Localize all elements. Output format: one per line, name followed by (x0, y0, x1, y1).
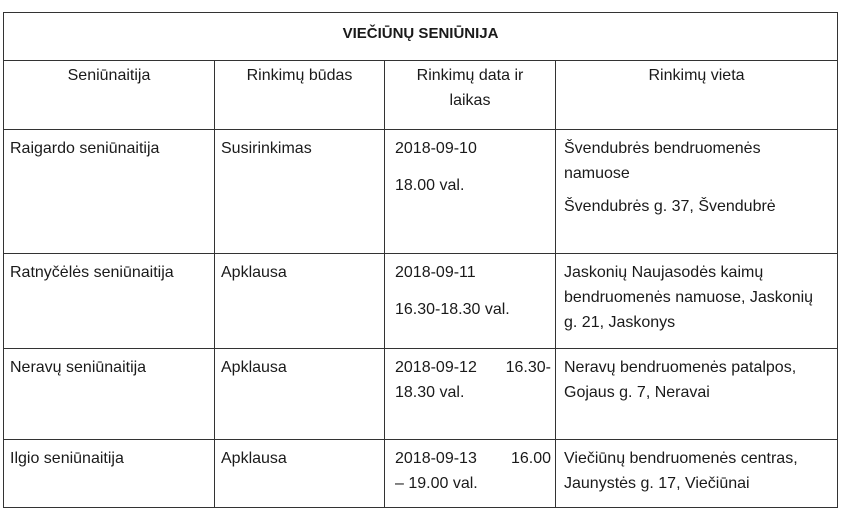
header-rinkimu-budas: Rinkimų būdas (215, 61, 385, 130)
header-rinkimu-vieta: Rinkimų vieta (556, 61, 838, 130)
time-end-text: – 19.00 val. (395, 475, 478, 492)
cell-place (556, 349, 838, 440)
table-row (4, 254, 838, 349)
cell-method: Susirinkimas (215, 130, 385, 254)
place-line: Neravų bendruomenės patalpos, (564, 359, 797, 376)
time-text: 18.00 val. (395, 177, 465, 194)
date-text: 2018-09-10 (395, 140, 477, 157)
cell-seniunaitija: Ilgio seniūnaitija (4, 440, 215, 508)
cell-datetime (385, 440, 556, 508)
place-line: Jaskonių Naujasodės kaimų (564, 264, 764, 281)
header-seniunaitija: Seniūnaitija (4, 61, 215, 130)
cell-place (556, 254, 838, 349)
election-table (3, 12, 838, 508)
time-text: 16.30-18.30 val. (395, 301, 510, 318)
table-row (4, 349, 838, 440)
date-time-line (395, 446, 551, 471)
place-line: Švendubrės bendruomenės (564, 140, 761, 157)
table-title: VIEČIŪNŲ SENIŪNIJA (4, 13, 838, 61)
cell-method: Apklausa (215, 440, 385, 508)
place-line: Gojaus g. 7, Neravai (564, 384, 710, 401)
table-row (4, 130, 838, 254)
date-text: 2018-09-13 (395, 450, 477, 467)
cell-place (556, 130, 838, 254)
place-line: g. 21, Jaskonys (564, 314, 676, 331)
time-end-text: 18.30 val. (395, 384, 465, 401)
cell-seniunaitija: Ratnyčėlės seniūnaitija (4, 254, 215, 349)
cell-method: Apklausa (215, 254, 385, 349)
cell-seniunaitija: Neravų seniūnaitija (4, 349, 215, 440)
date-text: 2018-09-11 (395, 264, 476, 281)
title-row (4, 13, 838, 61)
place-address: Švendubrės g. 37, Švendubrė (564, 198, 776, 215)
cell-seniunaitija: Raigardo seniūnaitija (4, 130, 215, 254)
place-line: bendruomenės namuose, Jaskonių (564, 289, 814, 306)
cell-place (556, 440, 838, 508)
date-text: 2018-09-12 (395, 359, 477, 376)
time-start-text: 16.30- (505, 359, 551, 376)
time-start-text: 16.00 (510, 450, 551, 467)
table-row (4, 440, 838, 508)
cell-datetime (385, 254, 556, 349)
place-line: Viečiūnų bendruomenės centras, (564, 450, 798, 467)
header-date-line1: Rinkimų data ir (416, 67, 524, 84)
header-rinkimu-data (385, 61, 556, 130)
header-date-line2: laikas (449, 92, 491, 109)
place-line: Jaunystės g. 17, Viečiūnai (564, 475, 750, 492)
date-time-line (395, 355, 551, 380)
place-line: namuose (564, 165, 630, 182)
cell-datetime (385, 349, 556, 440)
cell-method: Apklausa (215, 349, 385, 440)
cell-datetime (385, 130, 556, 254)
election-schedule-document (3, 12, 837, 508)
header-row (4, 61, 838, 130)
